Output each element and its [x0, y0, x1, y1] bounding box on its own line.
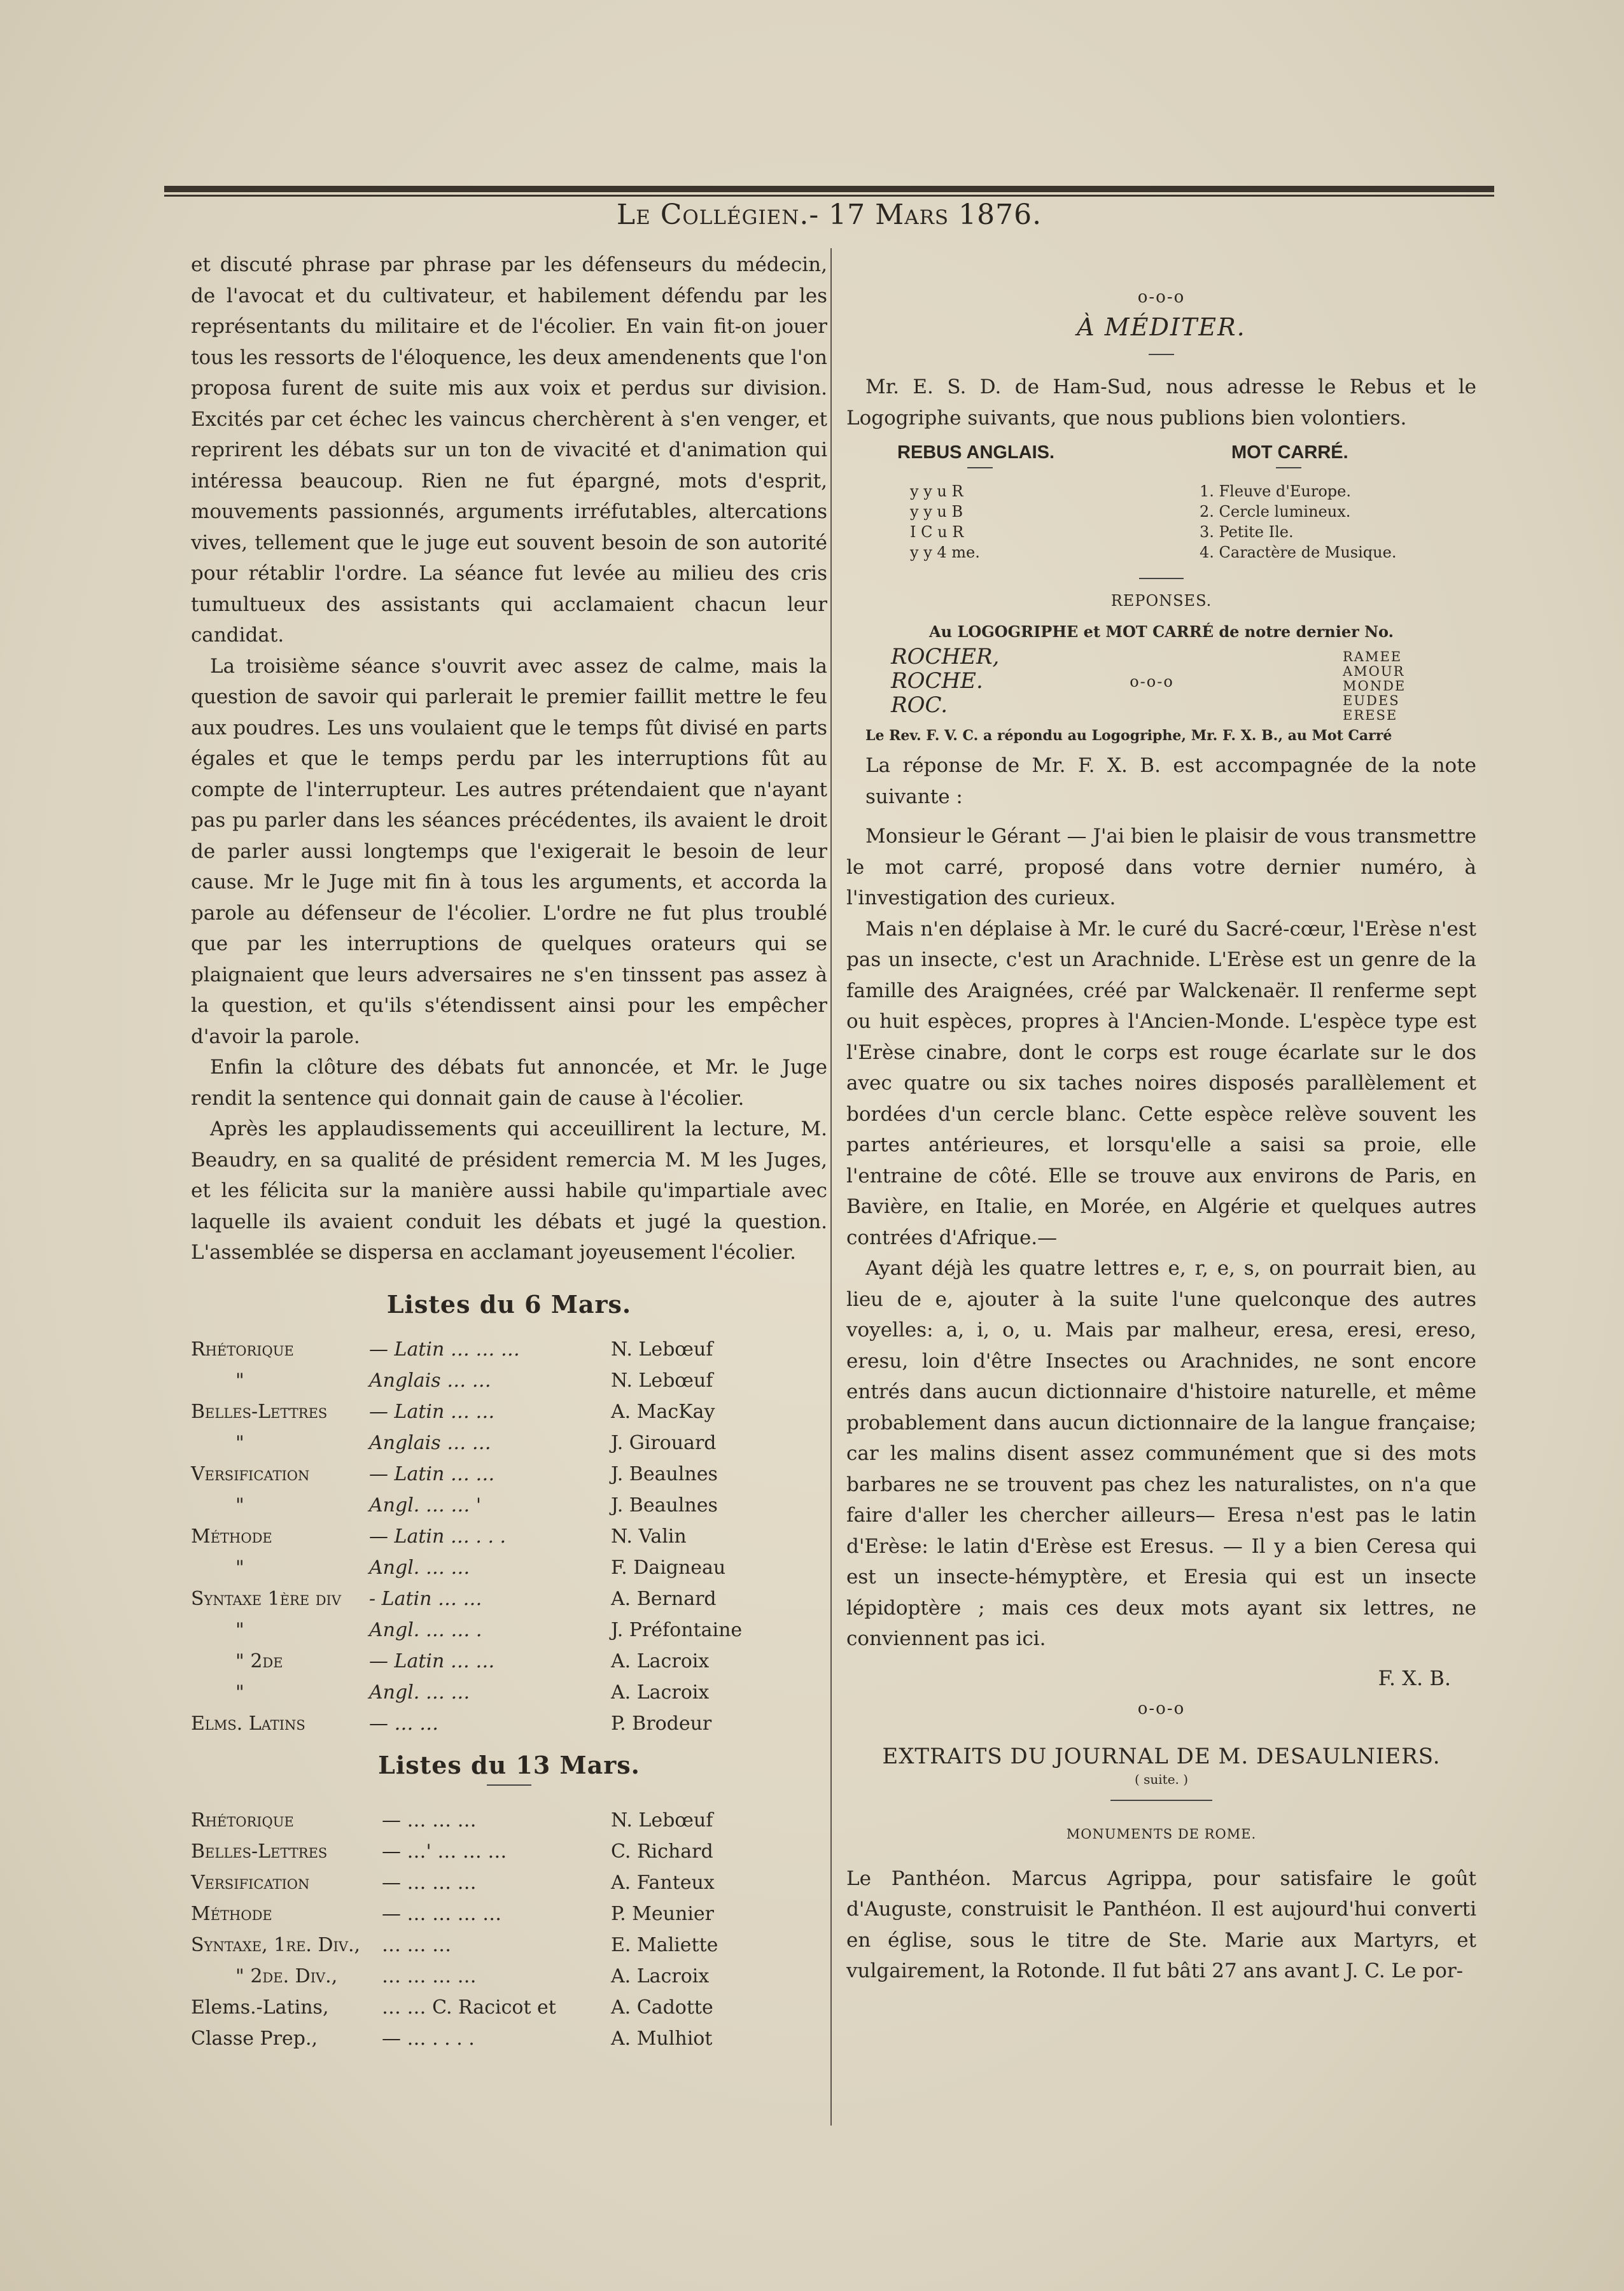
list-row — [191, 1646, 827, 1677]
student-name: N. Lebœuf — [611, 1809, 713, 1832]
paragraph: et discuté phrase par phrase par les défenseurs du médecin, de l'avocat et du cultivateur, et habilement défendu par les représentants du militaire et de l'écolier. En vain fit-on jouer tous les ressorts de l'éloquence, les deux amendenents que l'on proposa furent de suite mis aux voix et perdus sur division. Excités par cet échec les vaincus cherchèrent à s'en venger, et reprirent les débats sur un ton de vivacité et d'animation qui intéressa beaucoup. Rien ne fut épargné, mots d'esprit, mouvements passionnés, arguments irréfutables, altercations vives, tellement que le juge eut souvent besoin de son autorité pour rétablir l'ordre. La séance fut levée au milieu des cris tumultueux des assistants qui acclamaient chacun leur candidat. — [191, 253, 827, 647]
paragraph: Après les applaudissements qui acceuillirent la lecture, M. Beaudry, en sa qualité de président remercia M. M les Juges, et les félicita sur la manière aussi habile qu'impartiale avec laquelle ils avaient conduit les débats et jugé la question. L'assemblée se dispersa en acclamant joyeusement l'écolier. — [191, 1117, 827, 1264]
monuments-title: MONUMENTS DE ROME. — [1066, 1826, 1257, 1842]
class-name: Syntaxe 1ère div — [191, 1587, 342, 1610]
section-title-mediter: À MÉDITER. — [1077, 313, 1246, 341]
intro-paragraph: Mr. E. S. D. de Ham-Sud, nous adresse le Rebus et le Logogriphe suivants, que nous publions bien volontiers. — [846, 375, 1476, 430]
class-name: Syntaxe, 1re. Div., — [191, 1933, 361, 1956]
subject: — … . . . . — [382, 2027, 475, 2050]
separator: o-o-o — [1137, 1699, 1186, 1718]
student-name: A. Bernard — [611, 1587, 717, 1610]
class-name: Elms. Latins — [191, 1712, 305, 1735]
motcarre-answer: AMOUR — [1343, 664, 1405, 679]
list-row — [191, 1615, 827, 1646]
class-name: " — [235, 1618, 244, 1641]
motcarre-answer: EUDES — [1343, 693, 1400, 708]
left-column — [191, 249, 827, 2054]
student-name: A. MacKay — [611, 1400, 715, 1423]
short-rule — [1276, 467, 1301, 468]
class-name: Versification — [191, 1462, 310, 1485]
paragraph: La troisième séance s'ouvrit avec assez de calme, mais la question de savoir qui parlerait le premier faillit mettre le feu aux poudres. Les uns voulaient que le temps fût divisé en parts égales et que le temps perdu par les interruptions fût au compte de l'interrupteur. Les autres prétendaient que n'ayant pas pu parler dans les séances précédentes, ils avaient le droit de parler aussi longtemps que l'exigerait le besoin de leur cause. Mr le Juge mit fin à tous les arguments, et accorda la parole au défenseur de l'écolier. L'ordre ne fut plus troublé que par les interruptions de quelques orateurs qui se plaignaient que leurs adversaires ne s'en tinssent pas assez à la question, et qu'ils s'étendissent ainsi pour les empêcher d'avoir la parole. — [191, 654, 827, 1048]
list-row — [191, 1552, 827, 1583]
motcarre-line: 4. Caractère de Musique. — [1200, 543, 1397, 561]
motcarre-title: MOT CARRÉ. — [1231, 442, 1348, 463]
list-row — [191, 1365, 827, 1396]
list-row — [191, 1334, 827, 1365]
list-row — [191, 1867, 827, 1898]
student-name: J. Girouard — [611, 1431, 717, 1454]
subject: Anglais … … — [369, 1369, 491, 1392]
rebus-line: I C u R — [910, 523, 964, 541]
student-name: A. Fanteux — [611, 1871, 715, 1894]
answers — [846, 645, 1476, 727]
answers-separator: o-o-o — [1130, 673, 1174, 690]
list-row — [191, 1490, 827, 1521]
column-divider — [830, 248, 832, 2126]
top-rule-thick — [164, 186, 1494, 192]
pantheon-paragraph: Le Panthéon. Marcus Agrippa, pour satisfaire le goût d'Auguste, construisit le Panthéon. Il est aujourd'hui converti en église, sous le titre de Ste. Marie aux Martyrs, et vulgairement, la Rotonde. Il fut bâti 27 ans avant J. C. Le por- — [846, 1867, 1476, 1982]
list-row — [191, 1961, 827, 1992]
class-name: Belles-Lettres — [191, 1400, 328, 1423]
running-header — [164, 199, 1494, 231]
letter-paragraph: Ayant déjà les quatre lettres e, r, e, s, on pourrait bien, au lieu de e, ajouter à la suite l'une quelconque des autres voyelles: a, i, o, u. Mais par malheur, eresa, eresi, ereso, eresu, loin d'être Insectes ou Arachnides, ne sont encore entrés dans aucun dictionnaire d'histoire naturelle, et même probablement dans aucun dictionnaire de la langue française; car les malins disent assez communément que si des mots barbares ne se trouvent pas chez les naturalistes, on n'a que faire d'aller les chercher ailleurs— Eresa n'est pas le latin d'Erèse: le latin d'Erèse est Eresus. — Il y a bien Ceresa qui est un insecte-hémyptère, et Eresia qui est un insecte lépidoptère ; mais ces deux mots ayant six lettres, ne conviennent pas ici. — [846, 1257, 1476, 1650]
list-title-13-mars: Listes du 13 Mars. — [378, 1750, 640, 1779]
rebus-anglais — [846, 442, 1161, 563]
puzzles — [846, 442, 1476, 563]
subject: Angl. … … — [369, 1556, 470, 1579]
list-row — [191, 1521, 827, 1552]
class-name: " — [235, 1681, 244, 1704]
class-name: " — [235, 1431, 244, 1454]
class-name: Méthode — [191, 1525, 272, 1548]
motcarre-line: 1. Fleuve d'Europe. — [1200, 482, 1351, 500]
subject: … … C. Racicot et — [382, 1996, 556, 2019]
list-6-mars — [191, 1334, 827, 1739]
list-row — [191, 1583, 827, 1615]
student-name: J. Beaulnes — [611, 1462, 718, 1485]
signature: F. X. B. — [1378, 1665, 1451, 1690]
rebus-title: REBUS ANGLAIS. — [897, 442, 1055, 463]
short-rule — [1149, 354, 1174, 355]
student-name: A. Lacroix — [611, 1650, 710, 1672]
list-row — [191, 1805, 827, 1836]
subject: — … … … — [382, 1871, 477, 1894]
top-rule-thin — [164, 195, 1494, 197]
paragraph: Enfin la clôture des débats fut annoncée, et Mr. le Juge rendit la sentence qui donnait gain de cause à l'écolier. — [191, 1056, 827, 1110]
reponses-subtitle: Au LOGOGRIPHE et MOT CARRÉ de notre dernier No. — [929, 622, 1394, 641]
short-rule — [1139, 578, 1184, 579]
letter-paragraph: Monsieur le Gérant — J'ai bien le plaisir de vous transmettre le mot carré, proposé dans votre dernier numéro, à l'investigation des curieux. — [846, 825, 1476, 909]
subject: Angl. … … . — [369, 1618, 482, 1641]
student-name: P. Brodeur — [611, 1712, 712, 1735]
logogriphe-answers — [891, 645, 999, 717]
logogriphe-answer: ROCHE. — [891, 668, 983, 694]
rebus-line: y y u R — [910, 482, 963, 500]
student-name: P. Meunier — [611, 1902, 714, 1925]
list-13-mars — [191, 1805, 827, 2054]
subject: — Latin … … — [369, 1650, 495, 1672]
student-name: A. Lacroix — [611, 1965, 710, 1987]
extraits-subtitle: ( suite. ) — [1134, 1771, 1189, 1787]
class-name: " 2de — [235, 1650, 283, 1672]
list-row — [191, 1930, 827, 1961]
student-name: C. Richard — [611, 1840, 713, 1863]
short-rule — [967, 467, 993, 468]
fxb-lead: La réponse de Mr. F. X. B. est accompagnée de la note suivante : — [865, 754, 1476, 808]
motcarre-line: 3. Petite Ile. — [1200, 523, 1294, 541]
rebus-line: y y 4 me. — [910, 543, 980, 561]
list-row — [191, 1677, 827, 1708]
motcarre-answer: MONDE — [1343, 678, 1406, 694]
class-name: " 2de. Div., — [235, 1965, 338, 1987]
list-row — [191, 2023, 827, 2054]
class-name: " — [235, 1556, 244, 1579]
list-row — [191, 1427, 827, 1459]
list-row — [191, 1836, 827, 1867]
motcarre-answers — [1343, 650, 1406, 723]
motcarre-answer: RAMEE — [1343, 649, 1403, 664]
motcarre-answer: ERESE — [1343, 708, 1398, 723]
class-name: Belles-Lettres — [191, 1840, 328, 1863]
student-name: N. Lebœuf — [611, 1369, 713, 1392]
mot-carre — [1161, 442, 1476, 563]
rebus-line: y y u B — [910, 503, 963, 521]
class-name: Elems.-Latins, — [191, 1996, 329, 2019]
letter-paragraph: Mais n'en déplaise à Mr. le curé du Sacré-cœur, l'Erèse n'est pas un insecte, c'est un Arachnide. L'Erèse est un genre de la famille des Araignées, créé par Walckenaër. Il renferme sept ou huit espèces, propres à l'Ancien-Monde. L'espèce type est l'Erèse cinabre, dont le corps est rouge écarlate sur le dos avec quatre ou six taches noires disposés parallèlement et bordées d'un cercle blanc. Cette espèce relève souvent les partes antérieures, et lorsqu'elle a saisi sa proie, elle l'entraine de côté. Elle se trouve aux environs de Paris, en Bavière, en Italie, en Morée, en Algérie et quelques autres contrées d'Afrique.— — [846, 917, 1476, 1249]
subject: — Latin … … — [369, 1400, 495, 1423]
student-name: J. Préfontaine — [611, 1618, 743, 1641]
class-name: Méthode — [191, 1902, 272, 1925]
list-title-6-mars: Listes du 6 Mars. — [386, 1289, 632, 1319]
student-name: N. Lebœuf — [611, 1338, 713, 1361]
subject: - Latin … … — [369, 1587, 482, 1610]
subject: Angl. … … — [369, 1681, 470, 1704]
reponses-note: Le Rev. F. V. C. a répondu au Logogriphe, Mr. F. X. B., au Mot Carré — [865, 727, 1392, 744]
class-name: " — [235, 1369, 244, 1392]
subject: — Latin … … … — [369, 1338, 520, 1361]
list-row — [191, 1708, 827, 1739]
student-name: E. Maliette — [611, 1933, 718, 1956]
subject: — …' … … … — [382, 1840, 507, 1863]
subject: — … … … … — [382, 1902, 502, 1925]
logogriphe-answer: ROC. — [891, 692, 948, 718]
list-row — [191, 1459, 827, 1490]
class-name: Versification — [191, 1871, 310, 1894]
subject: … … … — [382, 1933, 452, 1956]
subject: Anglais … … — [369, 1431, 491, 1454]
motcarre-line: 2. Cercle lumineux. — [1200, 503, 1351, 521]
student-name: A. Lacroix — [611, 1681, 710, 1704]
extraits-title: EXTRAITS DU JOURNAL DE M. DESAULNIERS. — [882, 1743, 1441, 1769]
student-name: N. Valin — [611, 1525, 687, 1548]
student-name: F. Daigneau — [611, 1556, 726, 1579]
class-name: Rhétorique — [191, 1809, 294, 1832]
subject: — Latin … . . . — [369, 1525, 507, 1548]
short-rule — [487, 1784, 531, 1786]
separator: o-o-o — [1137, 288, 1186, 307]
class-name: Classe Prep., — [191, 2027, 318, 2050]
logogriphe-answer: ROCHER, — [891, 644, 1000, 669]
subject: — … … — [369, 1712, 439, 1735]
student-name: J. Beaulnes — [611, 1494, 718, 1517]
class-name: Rhétorique — [191, 1338, 294, 1361]
student-name: A. Cadotte — [611, 1996, 713, 2019]
reponses-title: REPONSES. — [1110, 592, 1212, 610]
header-title: Le Collégien.- 17 Mars 1876. — [616, 199, 1042, 231]
student-name: A. Mulhiot — [611, 2027, 713, 2050]
class-name: " — [235, 1494, 244, 1517]
short-rule — [1110, 1800, 1212, 1801]
subject: Angl. … … ' — [369, 1494, 482, 1517]
list-row — [191, 1396, 827, 1427]
right-column — [846, 249, 1476, 1987]
subject: — Latin … … — [369, 1462, 495, 1485]
list-row — [191, 1898, 827, 1930]
subject: … … … … — [382, 1965, 477, 1987]
list-row — [191, 1992, 827, 2023]
subject: — … … … — [382, 1809, 477, 1832]
